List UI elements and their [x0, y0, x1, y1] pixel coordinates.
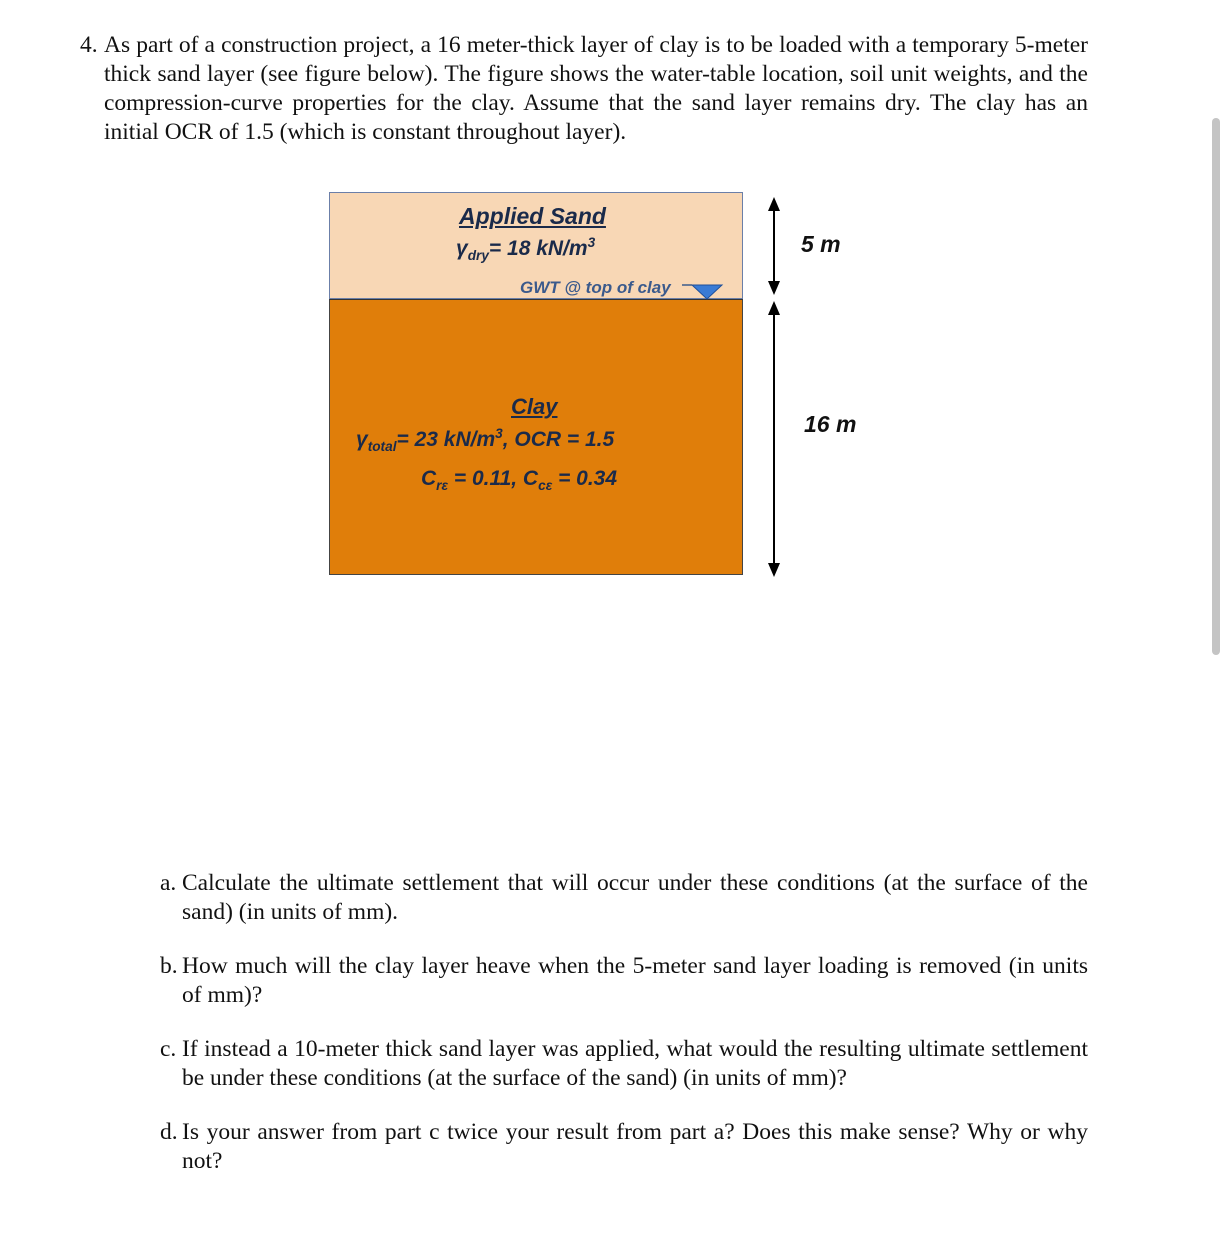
water-table-triangle-icon	[692, 285, 722, 299]
cc-value: = 0.34	[552, 467, 618, 490]
arrow-up-icon	[768, 197, 780, 211]
part-label: b.	[160, 953, 178, 979]
gamma-symbol: γ	[456, 237, 468, 260]
sand-title: Applied Sand	[459, 203, 606, 229]
gamma-symbol: γ	[356, 428, 368, 451]
part-label: a.	[160, 870, 177, 896]
gamma-subscript: total	[367, 439, 397, 455]
gamma-subscript: dry	[467, 248, 489, 264]
cc-subscript: cε	[538, 478, 553, 494]
soil-profile-figure	[320, 185, 860, 585]
clay-title: Clay	[511, 394, 558, 419]
arrow-up-icon	[768, 301, 780, 315]
gamma-value: = 23 kN/m	[396, 428, 496, 451]
problem-statement	[80, 31, 1088, 147]
part-label: d.	[160, 1119, 178, 1145]
question-part-a	[160, 869, 1088, 927]
gwt-label: GWT @ top of clay	[520, 278, 671, 297]
figure-graphics	[320, 185, 860, 585]
cr-value: = 0.11, C	[448, 467, 539, 490]
clay-unit-weight-ocr	[356, 426, 614, 454]
part-text: Is your answer from part c twice your result from part a? Does this make sense? Why or why not?	[182, 1119, 1088, 1174]
sand-thickness-label: 5 m	[801, 231, 841, 257]
problem-number: 4.	[80, 32, 98, 58]
cr-symbol: C	[421, 467, 437, 490]
gamma-exponent: 3	[587, 235, 596, 250]
question-part-b	[160, 952, 1088, 1010]
question-part-c	[160, 1035, 1088, 1093]
arrow-down-icon	[768, 281, 780, 295]
clay-compression-indices	[421, 467, 617, 493]
arrow-down-icon	[768, 563, 780, 577]
question-parts	[160, 869, 1088, 1201]
gamma-value: = 18 kN/m	[488, 237, 588, 260]
question-part-d	[160, 1118, 1088, 1176]
ocr-value: , OCR = 1.5	[502, 428, 615, 451]
gamma-exponent: 3	[495, 426, 503, 441]
part-label: c.	[160, 1036, 177, 1062]
part-text: How much will the clay layer heave when the 5-meter sand layer loading is removed (in units of mm)?	[182, 953, 1088, 1008]
problem-text: As part of a construction project, a 16 meter-thick layer of clay is to be loaded with a temporary 5-meter thick sand layer (see figure below). The figure shows the water-table location, soil unit weights, and the compression-curve properties for the clay. Assume that the sand layer remains dry. The clay has an initial OCR of 1.5 (which is constant throughout layer).	[104, 32, 1088, 145]
part-text: If instead a 10-meter thick sand layer was applied, what would the resulting ultimate settlement be under these conditions (at the surface of the sand) (in units of mm)?	[182, 1036, 1088, 1091]
cr-subscript: rε	[436, 478, 449, 494]
clay-thickness-label: 16 m	[804, 411, 857, 437]
vertical-scrollbar[interactable]	[1212, 118, 1220, 655]
part-text: Calculate the ultimate settlement that will occur under these conditions (at the surface of the sand) (in units of mm).	[182, 870, 1088, 925]
